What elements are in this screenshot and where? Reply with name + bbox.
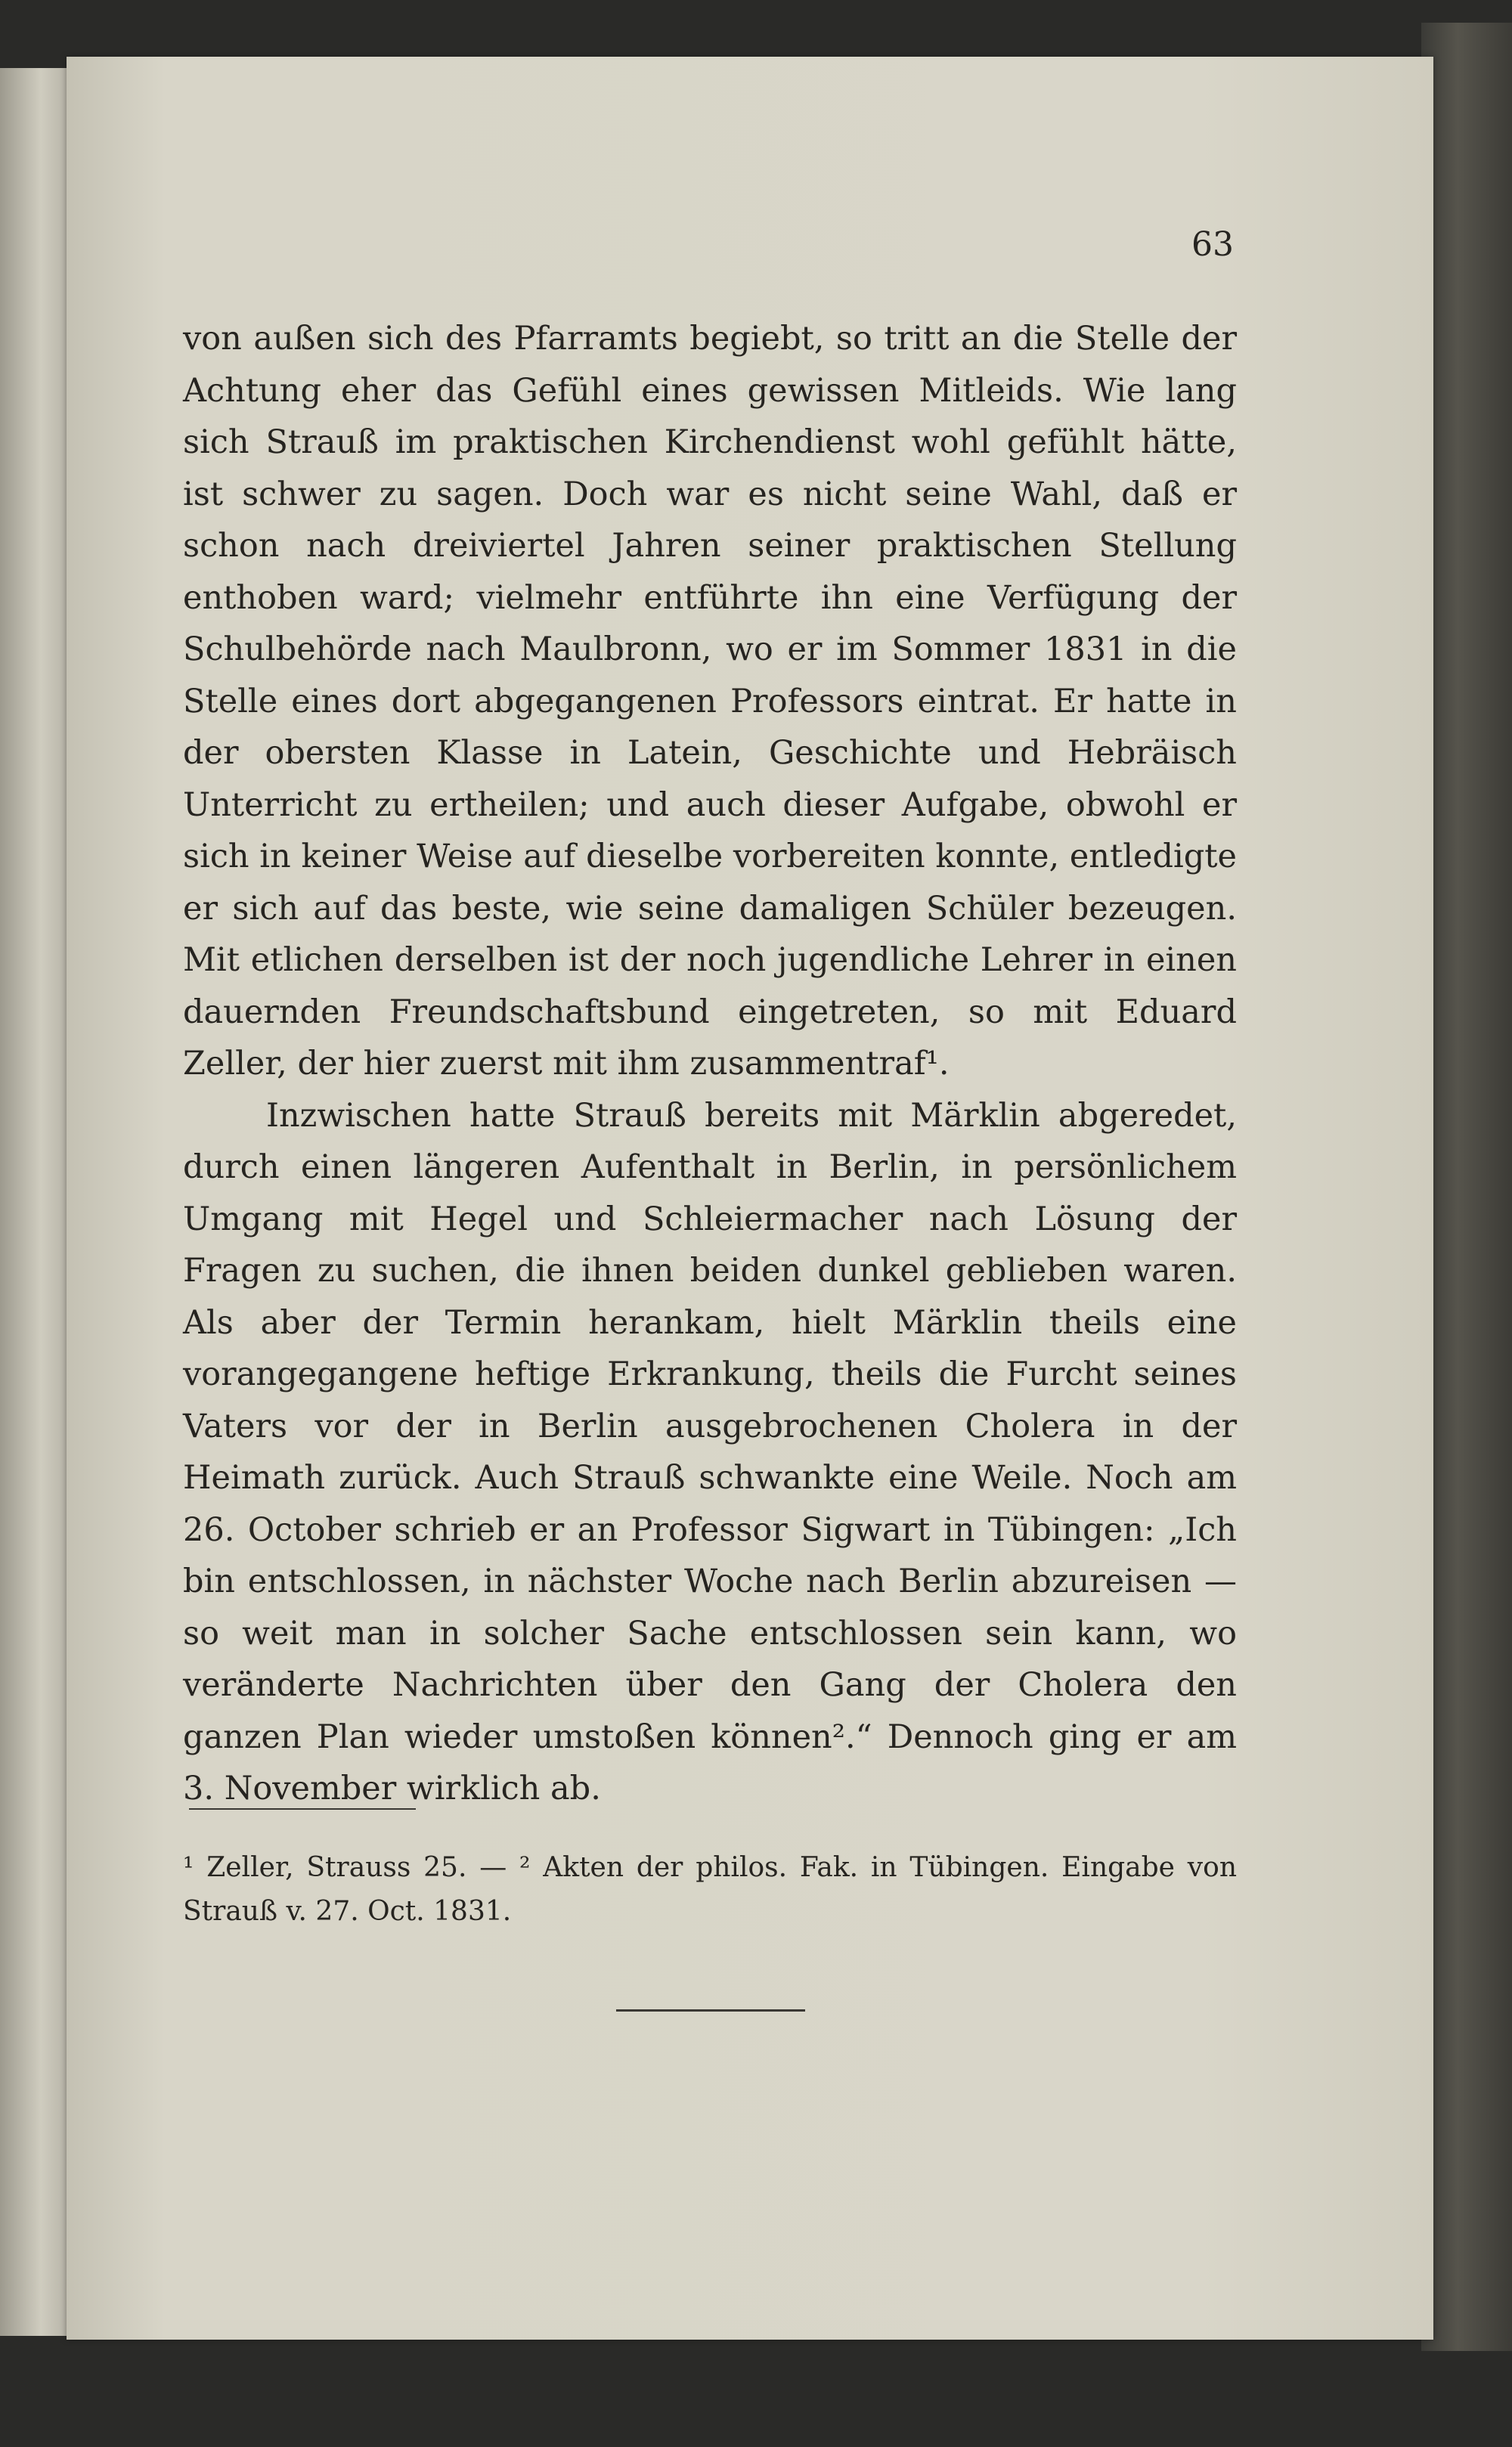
bottom-rule	[616, 2009, 805, 2012]
page-number: 63	[1191, 225, 1234, 264]
paragraph-1: von außen sich des Pfarramts begiebt, so tritt an die Stelle der Achtung eher das Gefühl eines gewissen Mitleids. Wie lang sich Strauß im praktischen Kirchendienst wohl gefühlt hätte, ist schwer zu sagen. Doch war es nicht seine Wahl, daß er schon nach dreiviertel Jahren seiner praktischen Stellung enthoben ward; vielmehr entführte ihn eine Verfügung der Schulbehörde nach Maulbronn, wo er im Sommer 1831 in die Stelle eines dort abgegangenen Professors eintrat. Er hatte in der obersten Klasse in Latein, Geschichte und Hebräisch Unterricht zu ertheilen; und auch dieser Aufgabe, obwohl er sich in keiner Weise auf dieselbe vorbereiten konnte, entledigte er sich auf das beste, wie seine damaligen Schüler bezeugen. Mit etlichen derselben ist der noch jugendliche Lehrer in einen dauernden Freundschaftsbund eingetreten, so mit Eduard Zeller, der hier zuerst mit ihm zusammentraf¹.	[183, 320, 1237, 1083]
footnotes: ¹ Zeller, Strauss 25. — ² Akten der philos. Fak. in Tübingen. Eingabe von Strauß v. 27. Oct. 1831.	[183, 1852, 1237, 1927]
footnote-rule	[189, 1808, 416, 1810]
left-page-edge	[0, 68, 68, 2336]
paragraph-2: Inzwischen hatte Strauß bereits mit Märklin abgeredet, durch einen längeren Aufenthalt in Berlin, in persönlichem Umgang mit Hegel und Schleiermacher nach Lösung der Fragen zu suchen, die ihnen beiden dunkel geblieben waren. Als aber der Termin herankam, hielt Märklin theils eine vorangegangene heftige Erkrankung, theils die Furcht seines Vaters vor der in Berlin ausgebrochenen Cholera in der Heimath zurück. Auch Strauß schwankte eine Weile. Noch am 26. October schrieb er an Professor Sigwart in Tübingen: „Ich bin entschlossen, in nächster Woche nach Berlin abzureisen — so weit man in solcher Sache entschlossen sein kann, wo veränderte Nachrichten über den Gang der Cholera den ganzen Plan wieder umstoßen können².“ Dennoch ging er am 3. November wirklich ab.	[183, 1096, 1237, 1807]
body-text	[183, 313, 1237, 1815]
book-cover-edge	[1421, 23, 1512, 2351]
